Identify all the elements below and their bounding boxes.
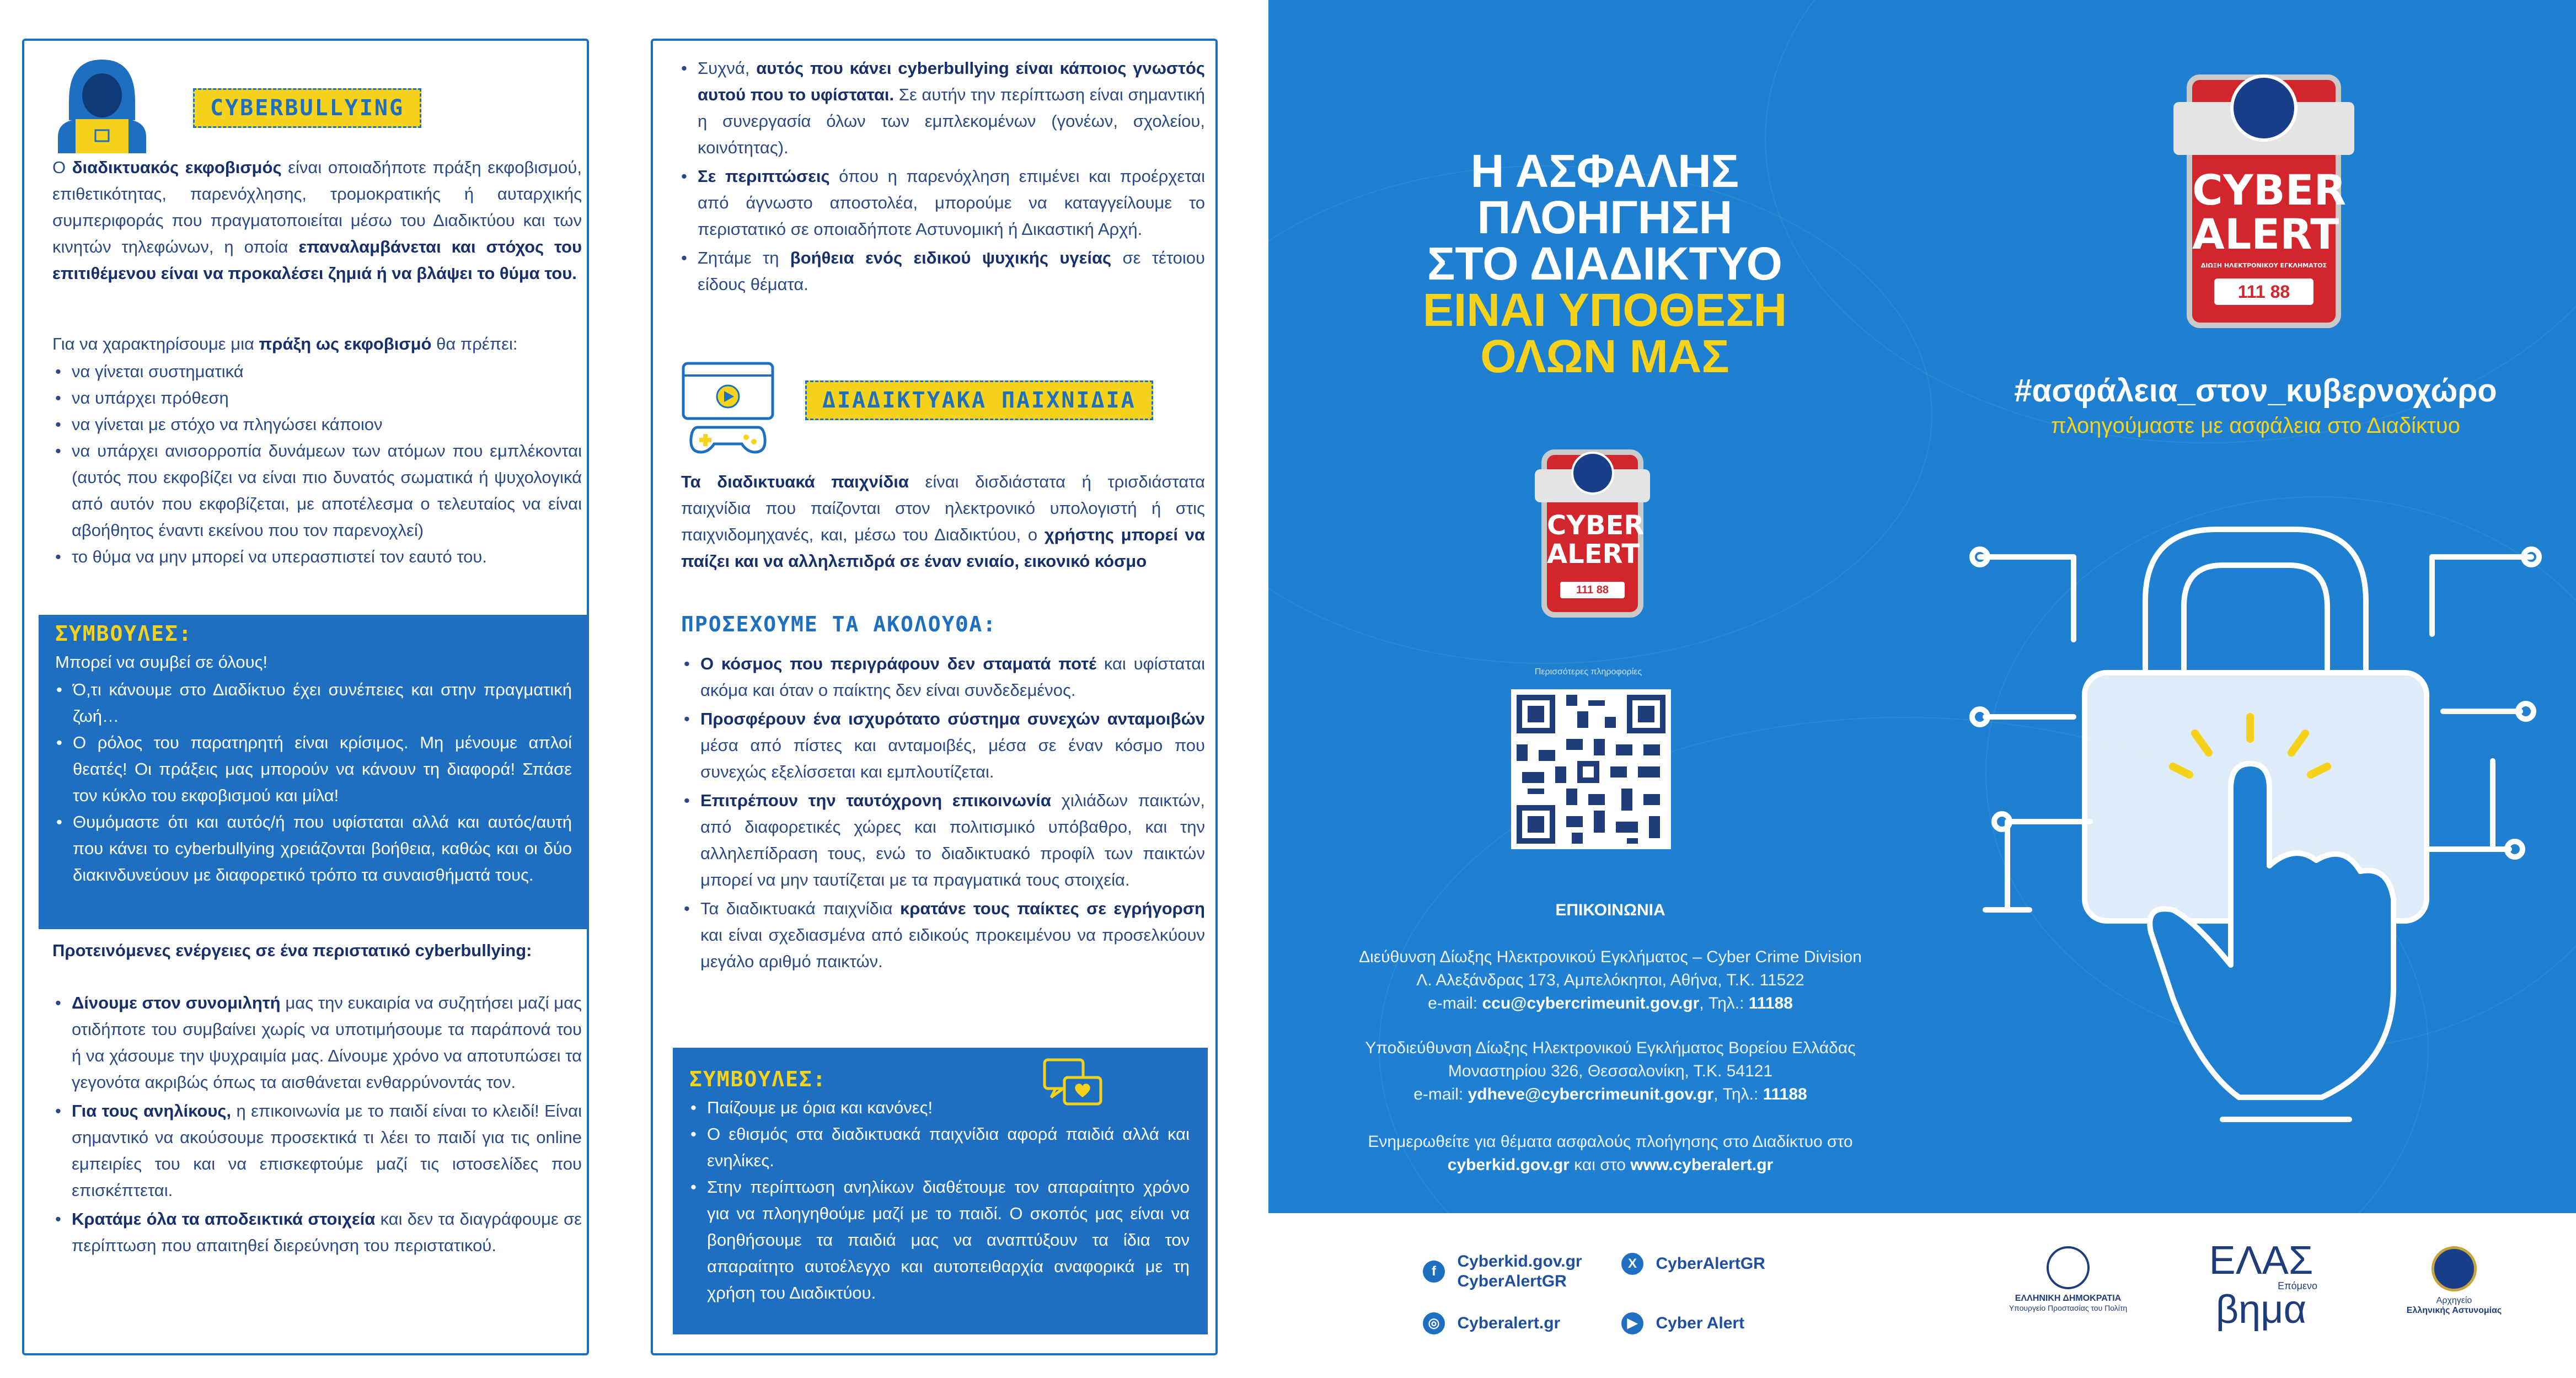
action-item-text: και δεν τα διαγράφουμε σε περίπτωση που απαιτηθεί διερεύνηση του περιστατικού.	[72, 1209, 582, 1255]
cyberalert-link[interactable]: www.cyberalert.gr	[1630, 1156, 1774, 1174]
x-icon: X	[1621, 1253, 1643, 1275]
action-item-text: η επικοινωνία με το παιδί είναι το κλειδί! Είναι σημαντικό να ακούσουμε προσεκτικά τι λέει το παιδί για τις online εμπειρίες του και να επισκεφτούμε μαζί τις ιστοσελίδες που επισκέπτεται.	[72, 1101, 582, 1200]
instagram-label: Cyberalert.gr	[1457, 1314, 1561, 1332]
advice-item-bold: Σε περιπτώσεις	[698, 167, 830, 186]
advice-item	[681, 163, 1205, 243]
attention-item	[684, 706, 1205, 785]
cyberbullying-definition	[52, 154, 582, 287]
attention-item-text: μέσα από πίστες και ανταμοιβές, μέσα σε έναν κόσμο που συνεχώς εξελίσσεται και εμπλουτίζεται.	[700, 736, 1205, 781]
contact-title: ΕΠΙΚΟΙΝΩΝΙΑ	[1555, 901, 1665, 919]
attention-item	[684, 787, 1205, 893]
criteria-intro-end: θα πρέπει:	[431, 334, 518, 353]
youtube-icon: ▶	[1621, 1312, 1643, 1334]
advice-item-pre: Συχνά,	[698, 58, 757, 78]
slogan-line: ΠΛΟΗΓΗΣΗ	[1477, 191, 1733, 243]
definition-segment: διαδικτυακός εκφοβισμός	[72, 158, 282, 177]
definition-segment: είναι οποιαδήποτε πράξη εκφοβισμού, επιθετικότητας, παρενόχλησης, τρομοκρατικής ή αυταρχικής συμπεριφοράς που πραγματοποιείται μέσω του Διαδικτύου και των κινητών τηλεφώνων, η οποία	[52, 158, 582, 256]
advice-item-text: σε τέτοιου είδους θέματα.	[698, 248, 1206, 294]
games-tip-item: • Στην περίπτωση ανηλίκων διαθέτουμε τον απαραίτητο χρόνο για να πλοηγηθούμε μαζί με το παιδί. Ο σκοπός μας είναι να βοηθήσουμε τα παιδιά μας να αναπτύξουν τα ίδια τον απαραίτητο αυτοέλεγχο και αυτοπειθαρχία αναφορικά με τη χρήση του Διαδικτύου.	[690, 1174, 1190, 1306]
hashtag: #ασφάλεια_στον_κυβερνοχώρο	[2014, 373, 2497, 409]
criteria-item: • να γίνεται συστηματικά	[55, 358, 582, 385]
info-mid: και στο	[1569, 1156, 1631, 1174]
advice-item	[681, 245, 1205, 298]
criteria-intro-bold: πράξη ως εκφοβισμό	[259, 334, 432, 353]
greek-emblem-icon	[2047, 1246, 2090, 1289]
action-item-text: μας την ευκαιρία να συζητήσει μαζί μας οτιδήποτε του συμβαίνει χωρίς να υποτιμήσουμε τα παράπονά του ή να χάσουμε την ψυχραιμία μας. Δίνουμε χρόνο να αποτυπώσει τα γεγονότα ακριβώς όπως τα αισθάνεται ενθαρρύνοντάς τον.	[72, 993, 582, 1092]
elas-bottom: βημα	[2215, 1288, 2307, 1332]
info-line: Ενημερωθείτε για θέματα ασφαλούς πλοήγησης στο Διαδίκτυο στο	[1368, 1133, 1853, 1151]
attention-item-bold: Επιτρέπουν την ταυτόχρονη επικοινωνία	[700, 791, 1051, 810]
qr-code[interactable]	[1511, 689, 1671, 849]
panel-cyberbullying	[0, 0, 634, 1378]
logo-phone: 111 88	[2214, 278, 2313, 305]
games-tips-title: ΣΥΜΒΟΥΛΕΣ:	[689, 1067, 827, 1091]
youtube-label: Cyber Alert	[1656, 1314, 1745, 1332]
slogan-line: ΟΛΩΝ ΜΑΣ	[1480, 330, 1729, 382]
advice-item-bold: αυτός που κάνει cyberbullying είναι κάποιος γνωστός αυτού που το υφίσταται.	[698, 58, 1205, 104]
criteria-intro-text: Για να χαρακτηρίσουμε μια	[52, 334, 259, 353]
logo-word-alert: ALERT	[2192, 210, 2339, 259]
attention-title: ΠΡΟΣΕΧΟΥΜΕ ΤΑ ΑΚΟΛΟΥΘΑ:	[681, 612, 997, 636]
tagline: πλοηγούμαστε με ασφάλεια στο Διαδίκτυο	[2051, 414, 2460, 438]
youtube-link[interactable]	[1621, 1312, 1744, 1334]
games-tips-list	[690, 1095, 1190, 1306]
contact-athens	[1335, 946, 1886, 1015]
padlock-touch-illustration	[1963, 513, 2548, 1186]
criteria-intro	[52, 331, 582, 357]
cyber-alert-logo-small	[1541, 449, 1643, 618]
attention-item-pre: Τα διαδικτυακά παιχνίδια	[700, 899, 900, 918]
gov-title: ΕΛΛΗΝΙΚΗ ΔΗΜΟΚΡΑΤΙΑ	[2015, 1294, 2122, 1303]
facebook-label	[1457, 1252, 1582, 1291]
game-controller-icon	[681, 361, 775, 455]
definition-segment: επαναλαμβάνεται και στόχος του επιτιθέμενου είναι να προκαλέσει ζημιά ή να βλάψει το θύμα του.	[52, 237, 582, 283]
tip-item: • Ό,τι κάνουμε στο Διαδίκτυο έχει συνέπειες και στην πραγματική ζωή…	[56, 677, 572, 730]
attention-item-bold: Προσφέρουν ένα ισχυρότατο σύστημα συνεχών ανταμοιβών	[700, 709, 1205, 728]
games-definition	[681, 469, 1205, 575]
tips-title: ΣΥΜΒΟΥΛΕΣ:	[55, 621, 192, 646]
slogan-white	[1412, 145, 1798, 289]
actions-title: Προτεινόμενες ενέργειες σε ένα περιστατικό cyberbullying:	[52, 941, 532, 960]
info-block	[1335, 1130, 1886, 1177]
tel-label: , Τηλ.:	[1699, 994, 1749, 1012]
slogan-line: ΣΤΟ ΔΙΑΔΙΚΤΥΟ	[1427, 238, 1782, 289]
police-emblem-icon	[1571, 452, 1614, 495]
advice-item-text: όπου η παρενόχληση επιμένει και προέρχεται από άγνωστο αποστολέα, μπορούμε να καταγγείλουμε το περιστατικό σε οποιαδήποτε Αστυνομική ή Δικαστική Αρχή.	[698, 167, 1205, 239]
tel-label: , Τηλ.:	[1713, 1085, 1763, 1103]
online-games-badge: ΔΙΑΔΙΚΤΥΑΚΑ ΠΑΙΧΝΙΔΙΑ	[805, 380, 1153, 420]
contact-thess-line2: Μοναστηρίου 326, Θεσσαλονίκη, Τ.Κ. 54121	[1448, 1062, 1773, 1080]
elas-small: Επόμενο	[2278, 1280, 2317, 1291]
tip-item: • Θυμόμαστε ότι και αυτός/ή που υφίσταται αλλά και αυτός/αυτή που κάνει το cyberbullying χρειάζονται βοήθεια, καθώς και οι δύο διακινδυνεύουν με διαφορετικό τρόπο τα συναισθήματά τους.	[56, 809, 572, 888]
police-line1: Αρχηγείο	[2436, 1296, 2472, 1305]
advice-item-bold: βοήθεια ενός ειδικού ψυχικής υγείας	[790, 248, 1112, 267]
athens-email-link[interactable]: ccu@cybercrimeunit.gov.gr	[1482, 994, 1700, 1012]
contact-athens-line1: Διεύθυνση Δίωξης Ηλεκτρονικού Εγκλήματος – Cyber Crime Division	[1359, 948, 1862, 966]
games-tip-item: • Παίζουμε με όρια και κανόνες!	[690, 1095, 1190, 1121]
panel-online-games	[634, 0, 1268, 1378]
action-item-bold: Για τους ανηλίκους,	[72, 1101, 232, 1120]
action-item	[55, 990, 582, 1096]
logo-phone: 111 88	[1560, 582, 1625, 598]
police-hq-logo	[2371, 1246, 2537, 1316]
action-item-bold: Κρατάμε όλα τα αποδεικτικά στοιχεία	[72, 1209, 376, 1229]
criteria-item: • να υπάρχει πρόθεση	[55, 385, 582, 411]
logo-word-alert: ALERT	[1547, 539, 1640, 570]
advice-item	[681, 55, 1205, 161]
action-item	[55, 1098, 582, 1204]
games-tips-box	[673, 1048, 1208, 1334]
games-segment: χρήστης μπορεί να παίζει και να αλληλεπιδρά σε έναν ενιαίο, εικονικό κόσμο	[681, 525, 1205, 571]
hacker-icon	[52, 49, 152, 153]
email-label: e-mail:	[1428, 994, 1482, 1012]
games-segment: είναι δισδιάστατα ή τρισδιάστατα παιχνίδια που παίζονται στον ηλεκτρονικό υπολογιστή ή στις παιχνιδομηχανές, και, μέσω του Διαδικτύου, ο	[681, 472, 1205, 544]
attention-item	[684, 651, 1205, 704]
elas-logo	[2200, 1238, 2322, 1332]
games-tip-item: • Ο εθισμός στα διαδικτυακά παιχνίδια αφορά παιδιά αλλά και ενηλίκες.	[690, 1121, 1190, 1174]
facebook-text-1: Cyberkid.gov.gr	[1457, 1252, 1582, 1270]
cyber-alert-logo-large	[2187, 74, 2347, 328]
cyberbullying-badge: CYBERBULLYING	[193, 88, 421, 128]
slogan-line: ΕΙΝΑΙ ΥΠΟΘΕΣΗ	[1422, 284, 1787, 336]
facebook-text-2: CyberAlertGR	[1457, 1272, 1567, 1290]
tips-box	[39, 615, 587, 929]
contact-thessaloniki	[1335, 1037, 1886, 1106]
instagram-link[interactable]	[1423, 1312, 1560, 1334]
slogan-yellow	[1412, 284, 1798, 382]
criteria-list	[55, 358, 582, 570]
x-label: CyberAlertGR	[1656, 1254, 1765, 1273]
contact-thess-line1: Υποδιεύθυνση Δίωξης Ηλεκτρονικού Εγκλήματος Βορείου Ελλάδας	[1365, 1039, 1856, 1057]
games-segment: Τα διαδικτυακά παιχνίδια	[681, 472, 909, 491]
attention-item-bold: κρατάνε τους παίκτες σε εγρήγορση	[899, 899, 1205, 918]
gov-subtitle: Υπουργείο Προστασίας του Πολίτη	[2009, 1304, 2128, 1312]
slogan-line: Η ΑΣΦΑΛΗΣ	[1470, 145, 1739, 197]
criteria-item: • το θύμα να μην μπορεί να υπερασπιστεί τον εαυτό του.	[55, 544, 582, 570]
attention-item-text: και είναι σχεδιασμένα από ειδικούς προκειμένου να προσελκύουν μεγάλο αριθμό παικτών.	[700, 925, 1205, 971]
logo-subtitle: ΔΙΩΞΗ ΗΛΕΚΤΡΟΝΙΚΟΥ ΕΓΚΛΗΜΑΤΟΣ	[2200, 262, 2327, 269]
advice-item-text: Σε αυτήν την περίπτωση είναι σημαντική η συνεργασία όλων των εμπλεκομένων (γονέων, σχολείου, κοινότητας).	[698, 85, 1205, 157]
thess-tel[interactable]: 11188	[1763, 1085, 1807, 1103]
hellenic-republic-logo	[1985, 1246, 2151, 1312]
elas-top: ΕΛΑΣ	[2209, 1238, 2313, 1283]
police-emblem-icon	[2230, 74, 2297, 142]
instagram-icon: ◎	[1423, 1312, 1445, 1334]
police-line2: Ελληνικής Αστυνομίας	[2406, 1306, 2502, 1315]
actions-list	[55, 990, 582, 1261]
x-link[interactable]	[1621, 1253, 1765, 1275]
attention-item	[684, 896, 1205, 975]
footer	[1268, 1213, 2576, 1378]
advice-item-pre: Ζητάμε τη	[698, 248, 790, 267]
tips-lead: Μπορεί να συμβεί σε όλους!	[55, 652, 268, 672]
attention-item-text: χιλιάδων παικτών, από διαφορετικές χώρες και πολιτισμικό υπόβαθρο, και την αλληλεπίδραση τους, ενώ το διαδικτυακό προφίλ των παικτών μπορεί να μην ταυτίζεται με τα πραγματικά τους στοιχεία.	[700, 791, 1205, 889]
attention-item-text: και υφίσταται ακόμα και όταν ο παίκτης δεν είναι συνδεδεμένος.	[700, 654, 1205, 700]
definition-segment: Ο	[52, 158, 72, 177]
thess-email-link[interactable]: ydheve@cybercrimeunit.gov.gr	[1468, 1085, 1714, 1103]
athens-tel[interactable]: 11188	[1748, 994, 1793, 1012]
logo-word-cyber: CYBER	[1547, 510, 1645, 541]
action-item	[55, 1206, 582, 1259]
action-item-bold: Δίνουμε στον συνομιλητή	[72, 993, 281, 1012]
attention-item-bold: Ο κόσμος που περιγράφουν δεν σταματά ποτέ	[700, 654, 1097, 673]
logo-word-cyber: CYBER	[2192, 165, 2347, 215]
tips-list	[56, 677, 572, 888]
criteria-item: • να γίνεται με στόχο να πληγώσει κάποιον	[55, 411, 582, 438]
qr-caption: Περισσότερες πληροφορίες	[1534, 667, 1642, 677]
attention-list	[684, 651, 1205, 977]
cyberkid-link[interactable]: cyberkid.gov.gr	[1447, 1156, 1570, 1174]
facebook-icon: f	[1423, 1261, 1445, 1283]
police-badge-icon	[2432, 1246, 2477, 1291]
contact-athens-line2: Λ. Αλεξάνδρας 173, Αμπελόκηποι, Αθήνα, Τ.Κ. 11522	[1416, 971, 1804, 989]
email-label: e-mail:	[1413, 1085, 1468, 1103]
facebook-link[interactable]	[1423, 1252, 1582, 1291]
tip-item: • Ο ρόλος του παρατηρητή είναι κρίσιμος. Μη μένουμε απλοί θεατές! Οι πράξεις μας μπορούν να κάνουν τη διαφορά! Σπάσε τον κύκλο του εκφοβισμού και μίλα!	[56, 730, 572, 809]
top-items-list	[681, 55, 1205, 300]
criteria-item: • να υπάρχει ανισορροπία δυνάμεων των ατόμων που εμπλέκονται (αυτός που εκφοβίζει να είναι πιο δυνατός σωματικά ή ψυχολογικά από αυτόν που εκφοβίζεται, με αποτέλεσμα ο τελευταίος να είναι αβοήθητος έναντι εκείνου που τον παρενοχλεί)	[55, 438, 582, 544]
